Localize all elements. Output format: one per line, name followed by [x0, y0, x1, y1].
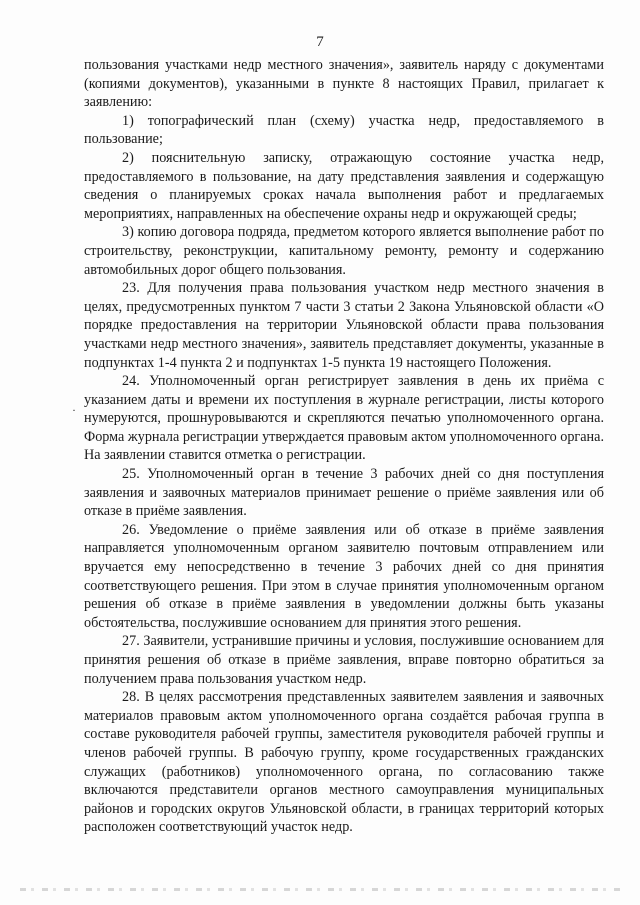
clause-28: 28. В целях рассмотрения представленных заявителем заявления и заявочных материалов правовым актом уполномоченного органа создаётся рабочая группа в составе руководителя рабочей группы, заместителя руководителя рабочей группы и членов рабочей группы. В рабочую группу, кроме государственных гражданских служащих (работников) уполномоченного органа, по согласованию также включаются представители органов местного самоуправления муниципальных районов и городских округов Ульяновской области, в границах территорий которых расположен соответствующий участок недр. [84, 689, 604, 836]
page-number: 7 [316, 34, 324, 50]
paragraph-continuation: пользования участками недр местного значения», заявитель наряду с документами (копиями документов), указанными в пункте 8 настоящих Правил, прилагает к заявлению: [84, 57, 604, 111]
clause-23: 23. Для получения права пользования участком недр местного значения в целях, предусмотренных пунктом 7 части 3 статьи 2 Закона Ульяновской области «О порядке предоставления на территории Ульяновской области права пользования участками недр местного значения», заявитель представляет документы, указанные в подпунктах 1-4 пункта 2 и подпунктах 1-5 пункта 19 настоящего Положения. [84, 280, 604, 371]
list-item-3: 3) копию договора подряда, предметом которого является выполнение работ по строительству, реконструкции, капитальному ремонту, ремонту и содержанию автомобильных дорог общего пользования. [84, 224, 604, 278]
list-item-2: 2) пояснительную записку, отражающую состояние участка недр, предоставляемого в пользование, на дату представления заявления и содержащую сведения о планируемых сроках начала выполнения работ и предлагаемых мероприятиях, направленных на обеспечение охраны недр и окружающей среды; [84, 149, 604, 222]
scan-edge-noise [20, 888, 620, 891]
document-body [84, 56, 604, 837]
scan-dot-mark: · [72, 403, 76, 417]
clause-25: 25. Уполномоченный орган в течение 3 рабочих дней со дня поступления заявления и заявочных материалов принимает решение о приёме заявления или об отказе в приёме заявления. [84, 466, 604, 520]
clause-27: 27. Заявители, устранившие причины и условия, послужившие основанием для принятия решения об отказе в приёме заявления, вправе повторно обратиться за получением права пользования участком недр. [84, 633, 604, 687]
list-item-1: 1) топографический план (схему) участка недр, предоставляемого в пользование; [84, 112, 604, 148]
clause-24: 24. Уполномоченный орган регистрирует заявления в день их приёма с указанием даты и времени их поступления в журнале регистрации, листы которого нумеруются, прошнуровываются и скрепляются печатью уполномоченного органа. Форма журнала регистрации утверждается правовым актом уполномоченного органа. На заявлении ставится отметка о регистрации. [84, 373, 604, 464]
clause-26: 26. Уведомление о приёме заявления или об отказе в приёме заявления направляется уполномоченным органом заявителю почтовым отправлением или вручается ему непосредственно в течение 3 рабочих дней со дня принятия соответствующего решения. При этом в случае принятия уполномоченным органом решения об отказе в приёме заявления в уведомлении должны быть указаны обстоятельства, послужившие основанием для принятия этого решения. [84, 521, 604, 631]
